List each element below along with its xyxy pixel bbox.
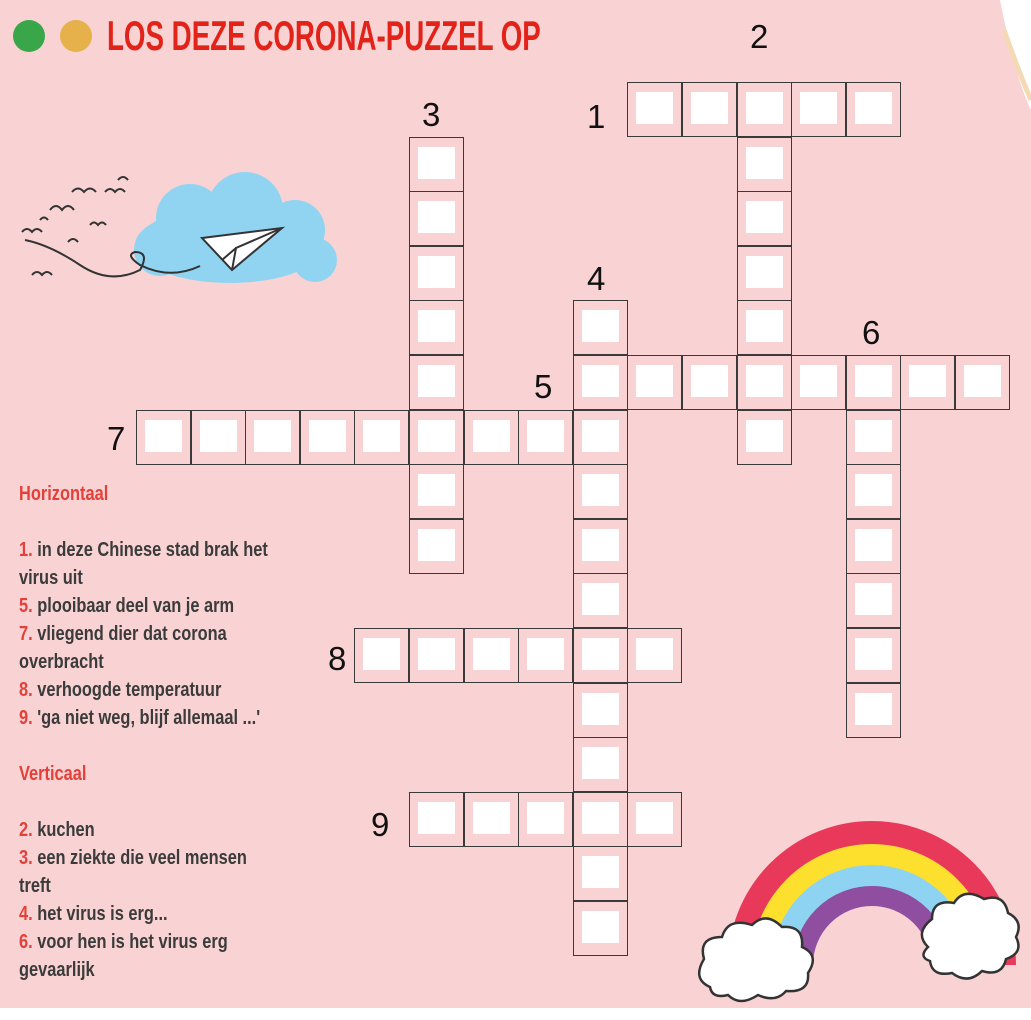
crossword-cell[interactable] [300,410,355,465]
cell-input-box[interactable] [527,802,564,834]
crossword-cell[interactable] [409,410,464,465]
cell-input-box[interactable] [582,638,619,670]
cell-input-box[interactable] [309,420,346,452]
crossword-cell[interactable] [846,573,901,628]
clue-number-8: 8 [328,640,347,677]
crossword-cell[interactable] [846,410,901,465]
cell-input-box[interactable] [582,693,619,725]
cell-input-box[interactable] [418,802,455,834]
clue-number-9: 9 [371,806,390,843]
cell-input-box[interactable] [746,256,783,288]
crossword-cell[interactable] [245,410,300,465]
crossword-cell[interactable] [573,519,628,574]
cell-input-box[interactable] [636,365,673,397]
clue-line: 5. plooibaar deel van je arm [19,595,235,617]
cell-input-box[interactable] [746,92,783,124]
crossword-cell[interactable] [354,628,409,683]
cell-input-box[interactable] [418,365,455,397]
cell-input-box[interactable] [691,92,728,124]
cell-input-box[interactable] [855,365,892,397]
crossword-cell[interactable] [627,792,682,847]
crossword-cell[interactable] [573,628,628,683]
horizontal-heading: Horizontaal [19,483,109,505]
cell-input-box[interactable] [582,802,619,834]
crossword-cell[interactable] [573,846,628,901]
clue-number-7: 7 [107,420,126,457]
crossword-cell[interactable] [955,355,1010,410]
cell-input-box[interactable] [418,529,455,561]
cell-input-box[interactable] [418,147,455,179]
cell-input-box[interactable] [855,638,892,670]
crossword-cell[interactable] [791,82,846,137]
cell-input-box[interactable] [527,638,564,670]
crossword-cell[interactable] [791,355,846,410]
crossword-cell[interactable] [464,792,519,847]
clue-line: 6. voor hen is het virus erg [19,931,228,953]
cell-input-box[interactable] [636,638,673,670]
crossword-cell[interactable] [846,683,901,738]
cell-input-box[interactable] [746,420,783,452]
crossword-cell[interactable] [627,628,682,683]
clue-line: 8. verhoogde temperatuur [19,679,222,701]
cell-input-box[interactable] [582,856,619,888]
crossword-cell[interactable] [409,137,464,192]
crossword-cell[interactable] [682,82,737,137]
crossword-cell[interactable] [409,464,464,519]
clue-line: overbracht [19,651,104,673]
cell-input-box[interactable] [418,310,455,342]
crossword-cell[interactable] [846,355,901,410]
crossword-cell[interactable] [409,519,464,574]
cell-input-box[interactable] [855,583,892,615]
clue-line: 7. vliegend dier dat corona [19,623,227,645]
clue-line: treft [19,875,51,897]
crossword-cell[interactable] [737,246,792,301]
cell-input-box[interactable] [746,147,783,179]
crossword-cell[interactable] [846,628,901,683]
crossword-cell[interactable] [409,300,464,355]
clue-line: 4. het virus is erg... [19,903,168,925]
clue-number-6: 6 [862,314,881,351]
crossword-cell[interactable] [573,464,628,519]
cell-input-box[interactable] [527,420,564,452]
crossword-cell[interactable] [409,355,464,410]
cell-input-box[interactable] [746,365,783,397]
cell-input-box[interactable] [418,474,455,506]
crossword-cell[interactable] [900,355,955,410]
cell-input-box[interactable] [909,365,946,397]
crossword-cell[interactable] [573,901,628,956]
clue-number-1: 1 [587,98,606,135]
crossword-cell[interactable] [136,410,191,465]
cell-input-box[interactable] [800,365,837,397]
crossword-cell[interactable] [518,792,573,847]
page-title: LOS DEZE CORONA-PUZZEL OP [107,12,541,59]
cell-input-box[interactable] [418,201,455,233]
clue-line: 1. in deze Chinese stad brak het [19,539,268,561]
crossword-cell[interactable] [737,300,792,355]
crossword-cell[interactable] [409,191,464,246]
crossword-cell[interactable] [682,355,737,410]
crossword-cell[interactable] [409,246,464,301]
vertical-heading: Verticaal [19,763,87,785]
cell-input-box[interactable] [582,747,619,779]
crossword-cell[interactable] [573,573,628,628]
clue-line: virus uit [19,567,83,589]
cell-input-box[interactable] [855,529,892,561]
crossword-cell[interactable] [573,355,628,410]
cell-input-box[interactable] [746,310,783,342]
cell-input-box[interactable] [746,201,783,233]
cell-input-box[interactable] [200,420,237,452]
clue-line: 9. 'ga niet weg, blijf allemaal ...' [19,707,261,729]
cell-input-box[interactable] [418,420,455,452]
cell-input-box[interactable] [855,474,892,506]
cell-input-box[interactable] [473,802,510,834]
crossword-cell[interactable] [737,355,792,410]
cell-input-box[interactable] [855,92,892,124]
crossword-cell[interactable] [191,410,246,465]
cell-input-box[interactable] [636,92,673,124]
crossword-cell[interactable] [573,410,628,465]
crossword-cell[interactable] [573,300,628,355]
clue-number-4: 4 [587,260,606,297]
crossword-cell[interactable] [846,82,901,137]
cell-input-box[interactable] [363,420,400,452]
crossword-cell[interactable] [737,82,792,137]
crossword-cell[interactable] [627,355,682,410]
cell-input-box[interactable] [582,911,619,943]
clue-line: gevaarlijk [19,959,95,981]
clue-number-3: 3 [422,96,441,133]
cell-input-box[interactable] [582,310,619,342]
cell-input-box[interactable] [145,420,182,452]
crossword-cell[interactable] [737,137,792,192]
crossword-cell[interactable] [846,464,901,519]
cell-input-box[interactable] [964,365,1001,397]
clue-line: 3. een ziekte die veel mensen [19,847,247,869]
cell-input-box[interactable] [582,474,619,506]
clue-number-5: 5 [534,368,553,405]
clue-number-2: 2 [750,18,769,55]
cell-input-box[interactable] [418,638,455,670]
crossword-cell[interactable] [518,628,573,683]
cell-input-box[interactable] [473,420,510,452]
crossword-cell[interactable] [354,410,409,465]
cell-input-box[interactable] [691,365,728,397]
cell-input-box[interactable] [636,802,673,834]
cell-input-box[interactable] [363,638,400,670]
cell-input-box[interactable] [418,256,455,288]
cell-input-box[interactable] [473,638,510,670]
crossword-cell[interactable] [573,737,628,792]
cell-input-box[interactable] [855,420,892,452]
crossword-cell[interactable] [737,410,792,465]
crossword-cell[interactable] [846,519,901,574]
crossword-cell[interactable] [464,410,519,465]
cell-input-box[interactable] [582,529,619,561]
crossword-cell[interactable] [464,628,519,683]
clue-line: 2. kuchen [19,819,95,841]
cell-input-box[interactable] [254,420,291,452]
crossword-cell[interactable] [409,628,464,683]
crossword-cell[interactable] [409,792,464,847]
cell-input-box[interactable] [855,693,892,725]
cell-input-box[interactable] [582,583,619,615]
crossword-cell[interactable] [737,191,792,246]
crossword-cell[interactable] [627,82,682,137]
crossword-cell[interactable] [573,792,628,847]
cell-input-box[interactable] [800,92,837,124]
crossword-cell[interactable] [518,410,573,465]
cell-input-box[interactable] [582,420,619,452]
cell-input-box[interactable] [582,365,619,397]
crossword-cell[interactable] [573,683,628,738]
